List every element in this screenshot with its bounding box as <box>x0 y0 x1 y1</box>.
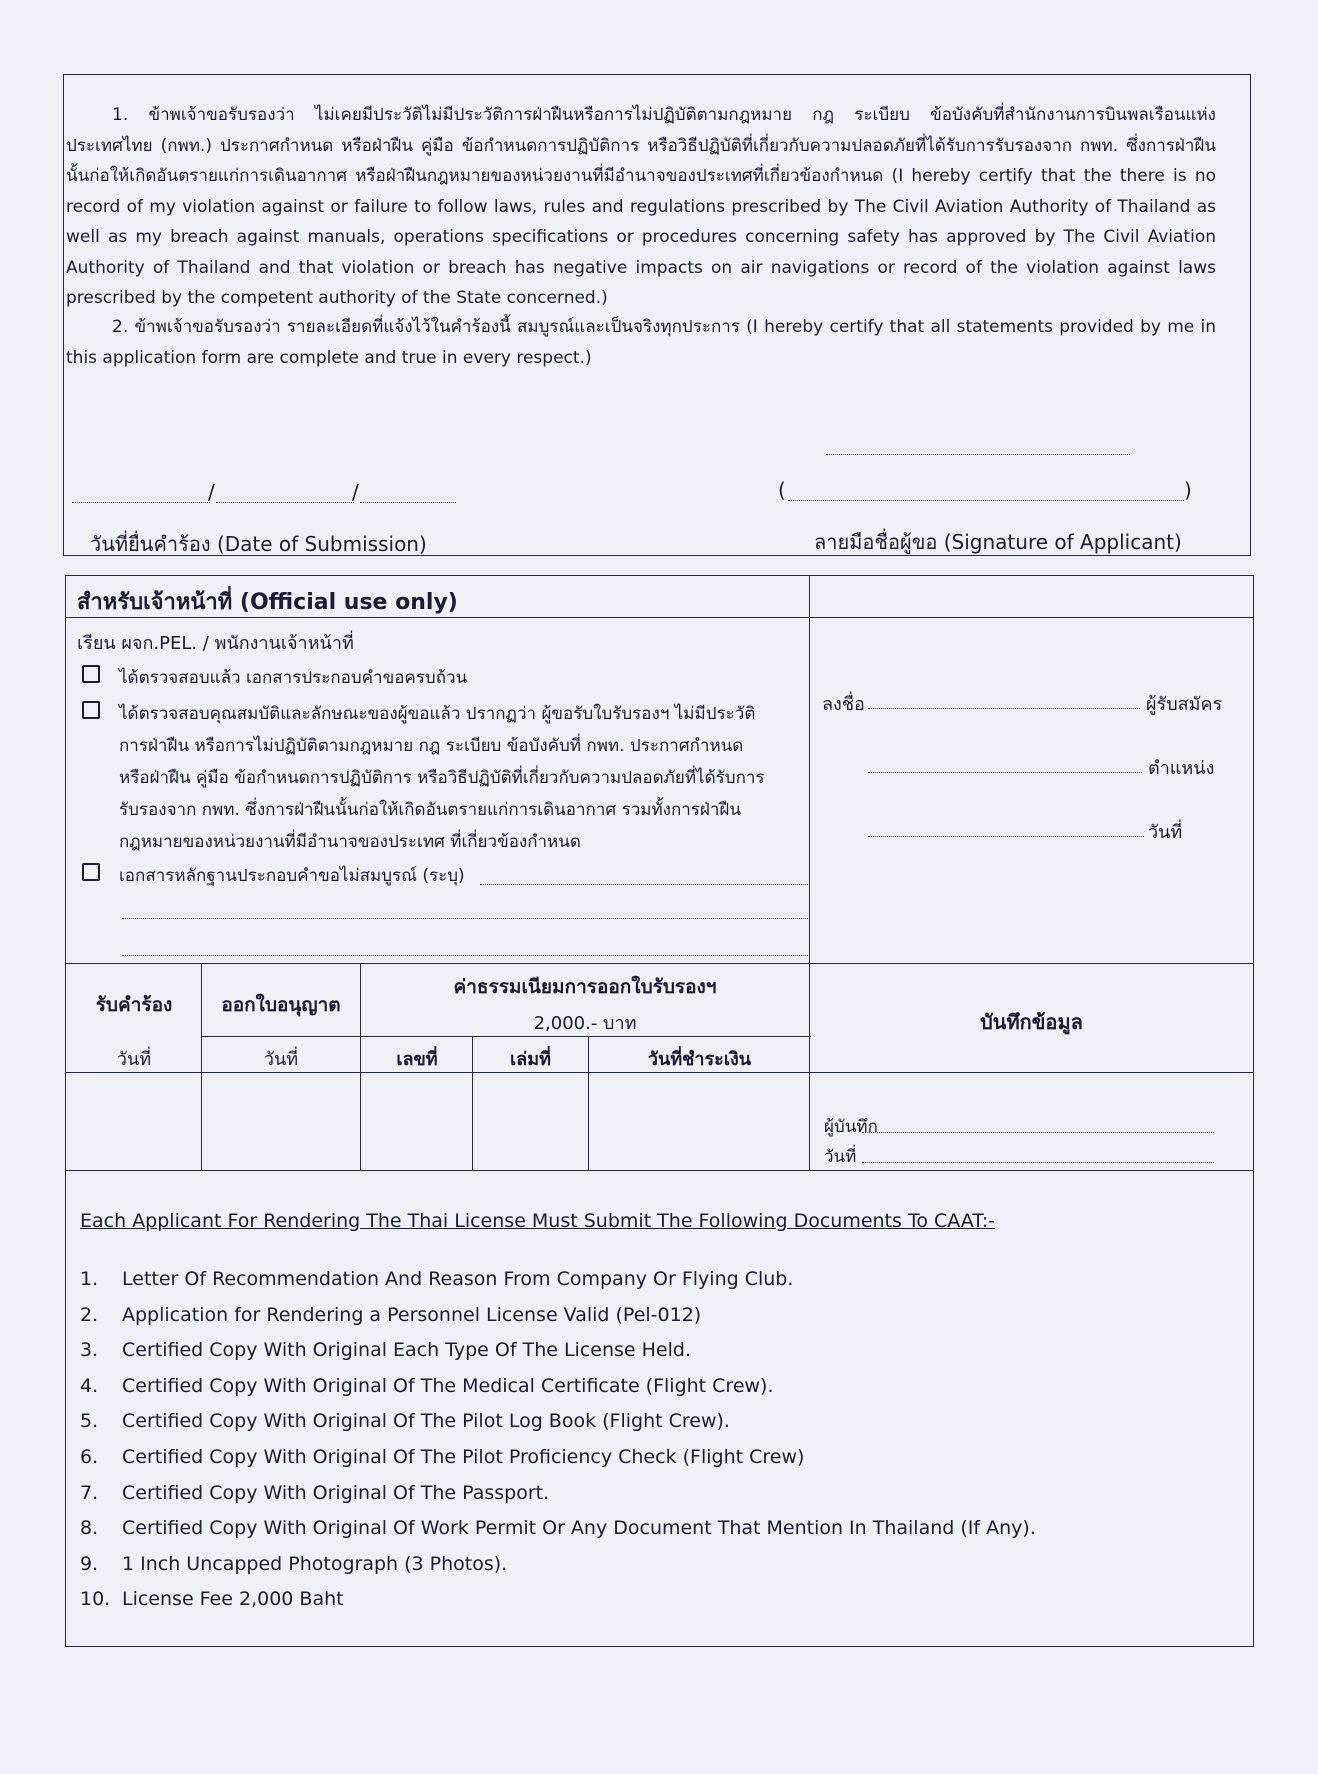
list-item: 3. Certified Copy With Original Each Type Of The License Held. <box>80 1339 691 1362</box>
list-item: 10. License Fee 2,000 Baht <box>80 1588 344 1611</box>
record-data-header: บันทึกข้อมูล <box>980 1010 1083 1034</box>
position-line[interactable] <box>868 772 1142 773</box>
fee-amount: 2,000.- บาท <box>533 1013 637 1034</box>
declaration-paragraph-2: 2. ข้าพเจ้าขอรับรองว่า รายละเอียดที่แจ้งไว้ในคำร้องนี้ สมบูรณ์และเป็นจริงทุกประการ (I hereby certify that all statements provided by me in this application form are complete and true in every respect.) <box>66 317 1216 368</box>
official-signature-line[interactable] <box>868 708 1140 709</box>
date-day-line[interactable] <box>72 502 210 503</box>
checkbox-documents-complete[interactable] <box>82 665 100 683</box>
payment-date-header: วันที่ชำระเงิน <box>647 1049 752 1070</box>
official-use-header: สำหรับเจ้าหน้าที่ (Official use only) <box>77 590 458 615</box>
receiver-label: ผู้รับสมัคร <box>1146 694 1223 715</box>
receive-request-date-header: วันที่ <box>116 1049 152 1070</box>
sign-label: ลงชื่อ <box>822 694 865 715</box>
checkbox-documents-incomplete[interactable] <box>82 863 100 881</box>
list-item: 8. Certified Copy With Original Of Work Permit Or Any Document That Mention In Thailand (If Any). <box>80 1517 1036 1540</box>
position-label: ตำแหน่ง <box>1148 758 1215 779</box>
date-year-line[interactable] <box>360 502 456 503</box>
incomplete-specify-line-1[interactable] <box>480 884 808 885</box>
issue-license-date-cell[interactable] <box>203 1074 359 1169</box>
date-slash-1: / <box>208 480 215 504</box>
checkbox-qualifications-verified[interactable] <box>82 701 100 719</box>
list-item: 6. Certified Copy With Original Of The Pilot Proficiency Check (Flight Crew) <box>80 1445 805 1468</box>
applicant-name-line[interactable] <box>788 500 1184 501</box>
fee-title-header: ค่าธรรมเนียมการออกใบรับรองฯ <box>453 976 717 998</box>
record-date-label: วันที่ <box>824 1147 857 1167</box>
list-item: 2. Application for Rendering a Personnel License Valid (Pel-012) <box>80 1303 702 1326</box>
documents-list <box>80 1264 1036 1620</box>
check-documents-incomplete-label: เอกสารหลักฐานประกอบคำขอไม่สมบูรณ์ (ระบุ) <box>119 866 465 886</box>
signature-paren-close: ) <box>1184 478 1192 502</box>
date-of-submission-label: วันที่ยื่นคำร้อง (Date of Submission) <box>90 532 427 556</box>
list-item: 4. Certified Copy With Original Of The Medical Certificate (Flight Crew). <box>80 1374 774 1397</box>
documents-heading: Each Applicant For Rendering The Thai License Must Submit The Following Documents To CAAT:- <box>80 1210 996 1232</box>
declaration-paragraph-1: 1. ข้าพเจ้าขอรับรองว่า ไม่เคยมีประวัติไม่มีประวัติการฝ่าฝืนหรือการไม่ปฏิบัติตามกฎหมาย กฎ ระเบียบ ข้อบังคับที่สำนักงานการบินพลเรือนแห่งประเทศไทย (กพท.) ประกาศกำหนด หรือฝ่าฝืน คู่มือ ข้อกำหนดการปฏิบัติการ หรือวิธีปฏิบัติที่เกี่ยวกับความปลอดภัยที่ได้รับการรับรองจาก กพท. ซึ่งการฝ่าฝืนนั้นก่อให้เกิดอันตรายแก่การเดินอากาศ หรือฝ่าฝืนกฎหมายของหน่วยงานที่มีอำนาจของประเทศที่เกี่ยวข้องกำหนด (I hereby certify that the there is no record of my violation against or failure to follow laws, rules and regulations prescribed by The Civil Aviation Authority of Thailand as well as my breach against manuals, operations specifications or procedures concerning safety has approved by The Civil Aviation Authority of Thailand and that violation or breach has negative impacts on air navigations or record of the violation against laws prescribed by the competent authority of the State concerned.) <box>66 105 1216 308</box>
receive-request-header: รับคำร้อง <box>95 994 173 1016</box>
check-qualifications-line: การฝ่าฝืน หรือการไม่ปฏิบัติตามกฎหมาย กฎ ระเบียบ ข้อบังคับที่ กพท. ประกาศกำหนด <box>119 736 744 756</box>
check-qualifications-line: กฎหมายของหน่วยงานที่มีอำนาจของประเทศ ที่เกี่ยวข้องกำหนด <box>119 832 581 852</box>
check-qualifications-line: รับรองจาก กพท. ซึ่งการฝ่าฝืนนั้นก่อให้เกิดอันตรายแก่การเดินอากาศ รวมทั้งการฝ่าฝืน <box>119 800 742 820</box>
divider <box>66 1170 1253 1171</box>
list-item: 9. 1 Inch Uncapped Photograph (3 Photos). <box>80 1552 508 1575</box>
receipt-book-header: เล่มที่ <box>510 1049 551 1070</box>
divider <box>809 576 810 1170</box>
payment-date-cell[interactable] <box>590 1074 808 1169</box>
receive-request-date-cell[interactable] <box>67 1074 200 1169</box>
issue-license-date-header: วันที่ <box>263 1049 299 1070</box>
recorder-line[interactable] <box>862 1132 1214 1133</box>
check-documents-complete-label: ได้ตรวจสอบแล้ว เอกสารประกอบคำขอครบถ้วน <box>119 668 468 688</box>
list-item: 1. Letter Of Recommendation And Reason From Company Or Flying Club. <box>80 1268 794 1290</box>
receipt-number-header: เลขที่ <box>396 1049 438 1070</box>
incomplete-specify-line-3[interactable] <box>122 955 808 956</box>
receipt-book-cell[interactable] <box>474 1074 587 1169</box>
list-item: 7. Certified Copy With Original Of The Passport. <box>80 1481 550 1504</box>
addressee-line: เรียน ผจก.PEL. / พนักงานเจ้าหน้าที่ <box>77 633 354 654</box>
record-date-line[interactable] <box>862 1162 1214 1163</box>
signature-paren-open: ( <box>778 478 786 502</box>
incomplete-specify-line-2[interactable] <box>122 918 808 919</box>
official-date-label: วันที่ <box>1148 822 1183 843</box>
check-qualifications-label <box>119 698 765 858</box>
date-month-line[interactable] <box>216 502 354 503</box>
check-qualifications-line: หรือฝ่าฝืน คู่มือ ข้อกำหนดการปฏิบัติการ หรือวิธีปฏิบัติที่เกี่ยวกับความปลอดภัยที่ได้รับการ <box>119 768 765 788</box>
issue-license-header: ออกใบอนุญาต <box>221 994 341 1016</box>
signature-line[interactable] <box>826 454 1130 455</box>
check-qualifications-line: ได้ตรวจสอบคุณสมบัติและลักษณะของผู้ขอแล้ว ปรากฏว่า ผู้ขอรับใบรับรองฯ ไม่มีประวัติ <box>119 704 756 724</box>
signature-of-applicant-label: ลายมือชื่อผู้ขอ (Signature of Applicant) <box>814 530 1182 554</box>
list-item: 5. Certified Copy With Original Of The Pilot Log Book (Flight Crew). <box>80 1410 730 1433</box>
divider <box>66 963 1253 964</box>
official-date-line[interactable] <box>868 836 1144 837</box>
date-slash-2: / <box>352 480 359 504</box>
recorder-label: ผู้บันทึก <box>824 1117 878 1137</box>
receipt-number-cell[interactable] <box>362 1074 471 1169</box>
